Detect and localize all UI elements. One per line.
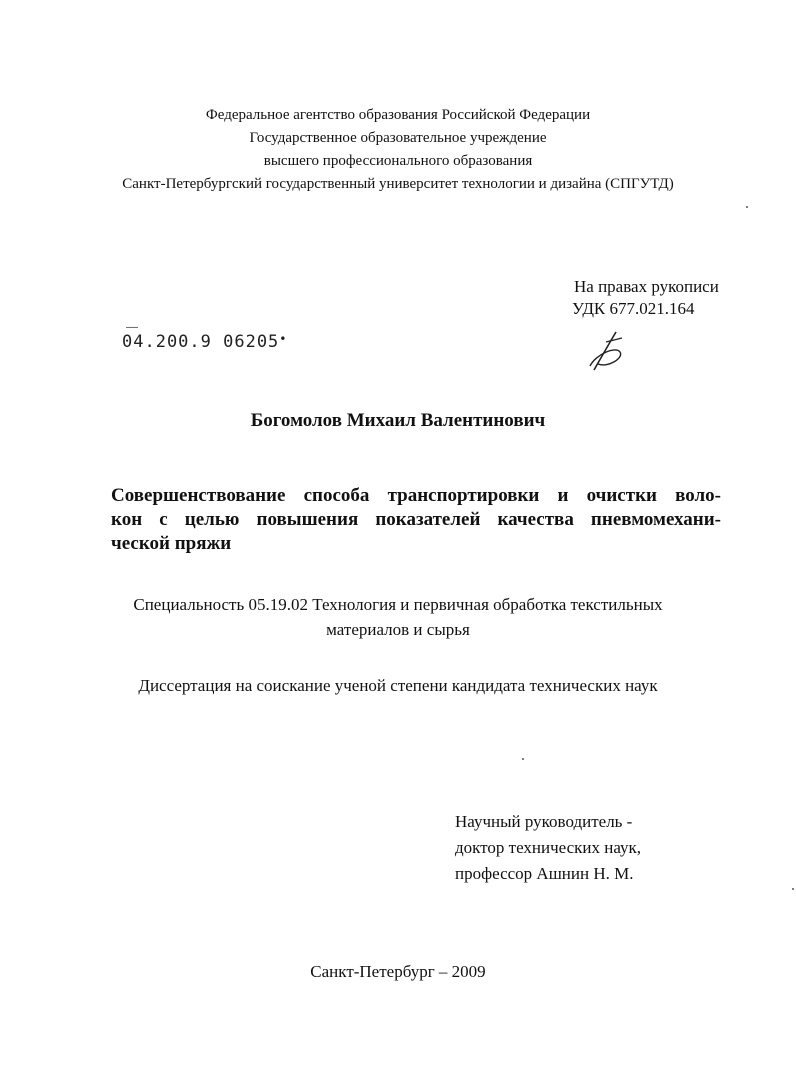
city-year: Санкт-Петербург – 2009: [310, 962, 486, 981]
stamp-mark-icon: ‒‒: [126, 322, 139, 333]
scan-speck: [746, 206, 748, 208]
supervisor-role: Научный руководитель -: [455, 812, 633, 831]
title-line-2: кон с целью повышения показателей качества пневмомехани-: [111, 509, 721, 530]
signature-icon: [586, 330, 630, 374]
supervisor-degree: доктор технических наук,: [455, 838, 642, 857]
title-line-3: ческой пряжи: [111, 533, 232, 554]
scan-speck: [522, 758, 524, 760]
specialty-line-2: материалов и сырья: [326, 620, 470, 639]
author-name: Богомолов Михаил Валентинович: [250, 410, 546, 431]
dissertation-degree: Диссертация на соискание ученой степени кандидата технических наук: [138, 676, 658, 695]
specialty-line-1: Специальность 05.19.02 Технология и первичная обработка текстильных: [133, 595, 663, 614]
supervisor-name: профессор Ашнин Н. М.: [455, 864, 634, 883]
header-agency: Федеральное агентство образования Российской Федерации: [205, 107, 591, 123]
stamp-code-text: 04.200.9 06205: [122, 332, 280, 352]
header-institution-type: Государственное образовательное учреждение: [249, 130, 547, 146]
header-education-level: высшего профессионального образования: [263, 153, 533, 169]
header-university: Санкт-Петербургский государственный университет технологии и дизайна (СПГУТД): [122, 176, 674, 192]
udc-code: УДК 677.021.164: [572, 299, 695, 318]
scan-speck: [792, 888, 794, 890]
dissertation-title: [111, 484, 721, 556]
stamp-bullet-icon: •: [279, 332, 288, 346]
manuscript-rights: На правах рукописи: [574, 277, 719, 296]
library-stamp-code: [122, 322, 288, 352]
title-line-1: Совершенствование способа транспортировки и очистки воло-: [111, 485, 721, 506]
